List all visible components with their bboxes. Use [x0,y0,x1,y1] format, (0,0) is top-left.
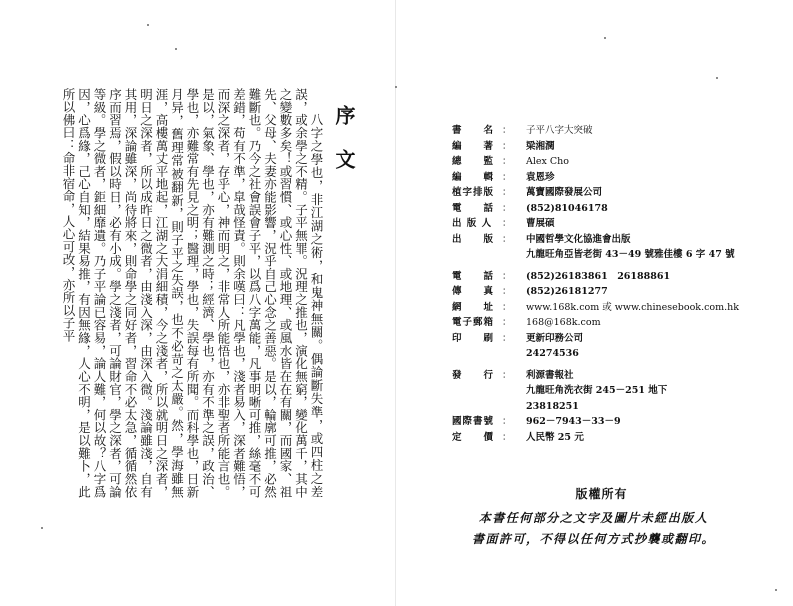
colophon-label: 編 著 [452,140,495,152]
colophon-label: 傳 真 [452,286,495,297]
colophon-value: (852)81046178 [526,202,608,214]
colophon-row [452,368,739,384]
colophon-value: 962－7943－33－9 [526,416,621,427]
colophon-value: Alex Cho [526,156,570,167]
preface-paragraph: 八字之學也，非江湖之術，和鬼神無關。偶論斷失準，或四柱之差誤，或余學之不精。子平無罪。況理之推也，演化無窮，變化萬千，其中之變數多矣！或習慣、或心性、或地理、或風水皆在在有關，而國家、祖先、父母、夫妻亦能影響，況乎自己心念之善惡。是以，輪廓可推，必然難斷也。乃今之社會誤會子平，以爲八字萬能，凡事明晰可推，絲毫不可差錯，苟有不準，皐哉怪責。則余嘆曰：凡學也，淺者易入，深者難悟，而深之深者，存乎心，神而明之，非常人所能悟也，亦非聖者所能言也。是以，氣象、學也，亦有難測之時；經濟、學也，亦有不準之誤，政治、學也，亦難常有先見之明；醫理，學也，失誤每有所聞。而科學也，日新月异，舊理常被翻新，則子平之失誤，也不必苛之太嚴。然，學海雖無涯，高樓萬丈平地起，江湖之大涓細積，今之淺者，所以就明日之深者，明日之深者，所以成昨日之微者，由淺入深，由深入微。淺論雖淺，自有其用，深論雖深，尚待將來，則命學之同好者，習命不必太急，循循然依序而習焉，假以時日，必有小成。學之淺者，可論財官，學之深者，可論等級。學之微者，鉅細靡遺。乃子平論已容易，論人難，何以故？八字爲因，心爲緣，己心自知，結果易推，有因無緣，人心不明，是以難卜，此所以佛曰：命非宿命，人心可改，亦所以子平 [61,88,324,498]
colophon-value: 中國哲學文化協進會出版 [526,233,631,245]
copyright-title: 版權所有 [575,487,628,501]
colophon-row [452,247,739,263]
colophon-value: 九龍旺角洗衣街 245－251 地下 [526,385,668,396]
scan-speck [604,37,606,39]
colophon-colon: ： [502,202,512,214]
colophon-row [452,284,739,300]
colophon-colon: ： [502,140,512,152]
colophon-label: 書 名 [452,125,495,136]
colophon-value: 24274536 [526,348,579,359]
colophon-label: 總 監 [452,156,495,167]
colophon-colon: ： [502,125,512,136]
colophon-row [452,123,739,139]
colophon-value: (852)26183861 26188861 [526,270,671,282]
colophon-row [452,331,739,347]
colophon-label: 定 價 [452,431,495,443]
colophon-row [452,216,739,232]
colophon-value: (852)26181277 [526,286,608,297]
colophon-row [452,383,739,399]
colophon-colon: ： [502,416,512,427]
colophon-row [452,154,739,170]
colophon-row [452,346,739,362]
scan-speck [716,77,718,79]
colophon-value: 23818251 [526,400,579,412]
colophon-colon: ： [502,187,512,198]
preface-page [0,0,396,606]
colophon-row [452,399,739,415]
colophon-value: 梁湘潤 [526,140,555,152]
scan-speck [775,589,777,591]
colophon-value: 子平八字大突破 [526,125,593,136]
preface-body [61,88,324,498]
colophon-row [452,430,739,446]
colophon-value: 更新印務公司 [526,332,584,344]
colophon-colon: ： [502,218,512,229]
copyright-notice [395,485,792,550]
scan-speck [395,86,397,88]
colophon-label: 電子郵箱 [452,317,495,328]
colophon-table [452,123,739,445]
colophon-row [452,170,739,186]
colophon-row [452,201,739,217]
colophon-row [452,139,739,155]
scan-speck [41,527,43,529]
colophon-colon: ： [502,286,512,297]
colophon-value: 曹展碩 [526,218,555,229]
colophon-label: 植字排版 [452,187,495,198]
colophon-value: www.168k.com 或 www.chinesebook.com.hk [526,301,740,313]
colophon-label: 出 版 人 [452,218,493,229]
scan-speck [147,24,149,26]
colophon-colon: ： [502,233,512,245]
colophon-value: 萬寶國際發展公司 [526,187,603,198]
colophon-colon: ： [502,431,512,443]
colophon-colon: ： [502,332,512,344]
copyright-line: 書面許可，不得以任何方式抄襲或翻印。 [471,532,715,546]
colophon-value: 人民幣 25 元 [526,431,584,443]
colophon-value: 袁恩珍 [526,171,555,183]
colophon-row [452,232,739,248]
colophon-value: 168@168k.com [526,317,601,328]
colophon-row [452,269,739,285]
preface-title: 序文 [332,105,356,193]
copyright-line: 本書任何部分之文字及圖片未經出版人 [478,511,709,525]
colophon-row [452,315,739,331]
colophon-value: 九龍旺角亞皆老街 43－49 號雅佳樓 6 字 47 號 [526,249,735,260]
colophon-row [452,414,739,430]
colophon-colon: ： [502,171,512,183]
colophon-label: 出 版 [452,233,495,245]
colophon-colon: ： [502,369,512,381]
colophon-label: 編 輯 [452,171,495,183]
colophon-label: 電 話 [452,202,495,214]
colophon-row [452,185,739,201]
colophon-label: 網 址 [452,301,495,313]
colophon-value: 利源書報社 [526,369,574,381]
colophon-label: 電 話 [452,270,495,282]
colophon-label: 印 刷 [452,332,495,344]
colophon-row [452,300,739,316]
colophon-label: 國際書號 [452,416,495,427]
colophon-colon: ： [502,270,512,282]
colophon-colon: ： [502,301,512,313]
scan-speck [175,48,177,50]
colophon-label: 發 行 [452,369,495,381]
colophon-colon: ： [502,317,512,328]
colophon-colon: ： [502,156,512,167]
